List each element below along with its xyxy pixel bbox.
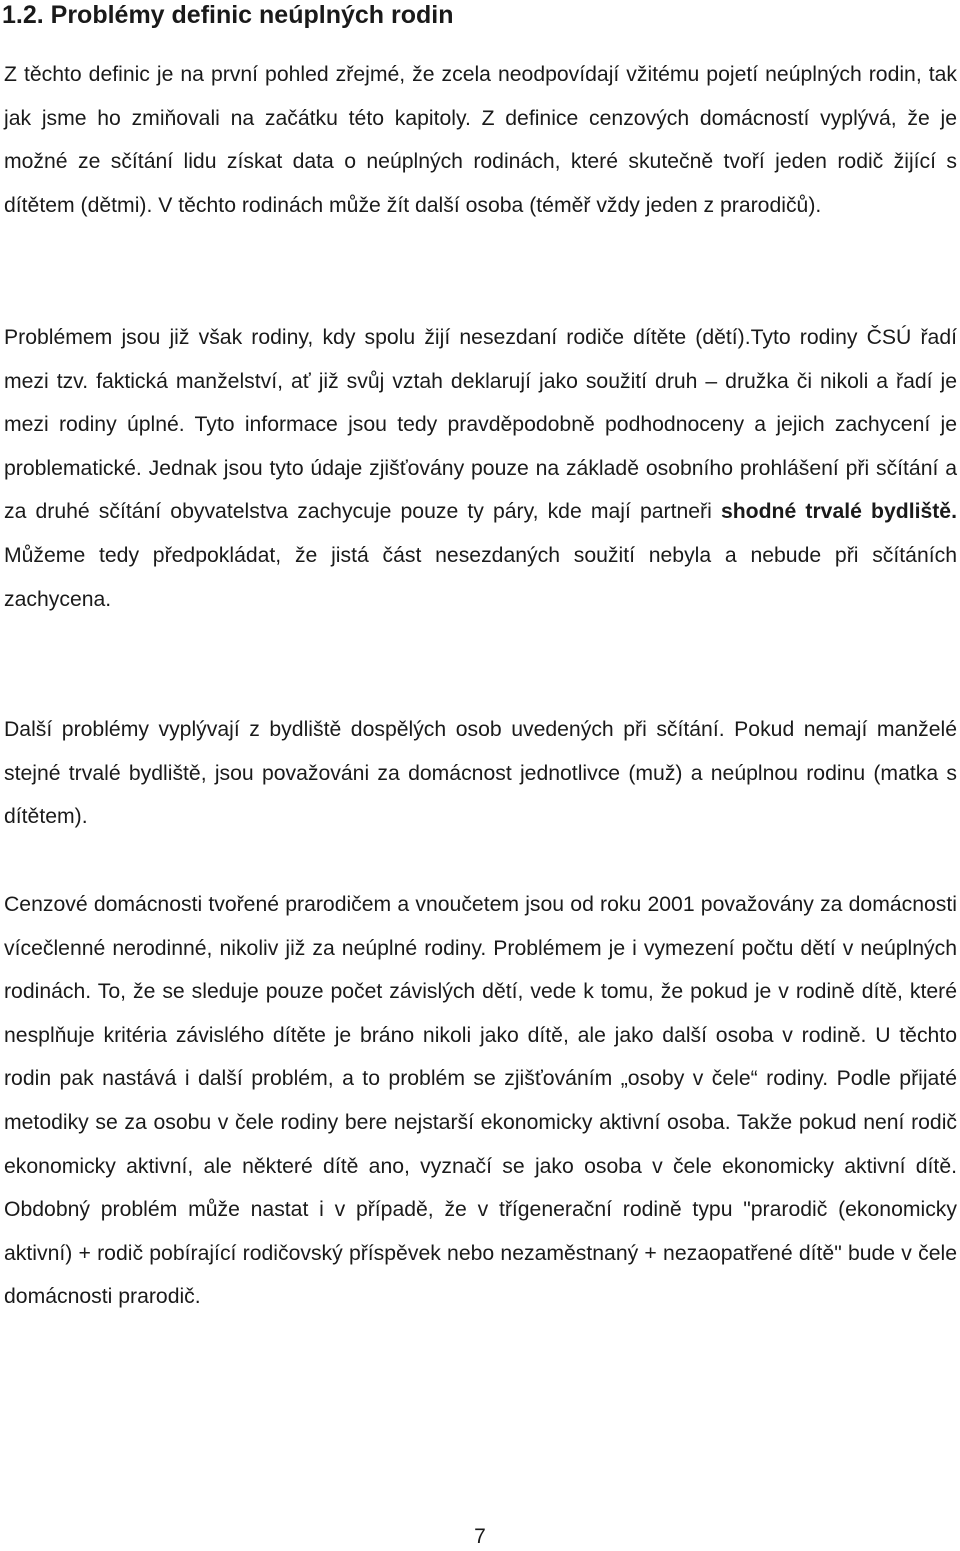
paragraph-unmarried-parents bbox=[4, 316, 957, 621]
paragraph-text: Můžeme tedy předpokládat, že jistá část nesezdaných soužití nebyla a nebude při sčítáních zachycena. bbox=[4, 543, 957, 611]
paragraph-residence: Další problémy vyplývají z bydliště dospělých osob uvedených při sčítání. Pokud nemají manželé stejné trvalé bydliště, jsou považováni za domácnost jednotlivce (muž) a neúplnou rodinu (matka s dítětem). bbox=[4, 718, 957, 829]
paragraph-definitions: Z těchto definic je na první pohled zřejmé, že zcela neodpovídají vžitému pojetí neúplných rodin, tak jak jsme ho zmiňovali na začátku této kapitoly. Z definice cenzových domácností vyplývá, že je možné ze sčítání lidu získat data o neúplných rodinách, které skutečně tvoří jeden rodič žijící s dítětem (dětmi). V těchto rodinách může žít další osoba (téměř vždy jeden z prarodičů). bbox=[4, 63, 957, 217]
section-heading: 1.2. Problémy definic neúplných rodin bbox=[2, 1, 454, 29]
paragraph-grandparents: Cenzové domácnosti tvořené prarodičem a vnoučetem jsou od roku 2001 považovány za domácnosti vícečlenné nerodinné, nikoliv již za neúplné rodiny. Problémem je i vymezení počtu dětí v neúplných rodinách. To, že se sleduje pouze počet závislých dětí, vede k tomu, že pokud je v rodině dítě, které nesplňuje kritéria závislého dítěte je bráno nikoli jako dítě, ale jako další osoba v rodině. U těchto rodin pak nastává i další problém, a to problém se zjišťováním „osoby v čele“ rodiny. Podle přijaté metodiky se za osobu v čele rodiny bere nejstarší ekonomicky aktivní osoba. Takže pokud není rodič ekonomicky aktivní, ale některé dítě ano, vyznačí se jako osoba v čele ekonomicky aktivní dítě. Obdobný problém může nastat i v případě, že v třígenerační rodině typu "prarodič (ekonomicky aktivní) + rodič pobírající rodičovský příspěvek nebo nezaměstnaný + nezaopatřené dítě" bude v čele domácnosti prarodič. bbox=[4, 893, 957, 1309]
emphasized-text: shodné trvalé bydliště. bbox=[720, 500, 957, 524]
page-number: 7 bbox=[474, 1525, 486, 1548]
paragraph-text: Problémem jsou již však rodiny, kdy spolu žijí nesezdaní rodiče dítěte (dětí).Tyto rodiny ČSÚ řadí mezi tzv. faktická manželství, ať již svůj vztah deklarují jako soužití druh – družka či nikoli a řadí je mezi rodiny úplné. Tyto informace jsou tedy pravděpodobně podhodnoceny a jejich zachycení je problematické. Jednak jsou tyto údaje zjišťovány pouze na základě osobního prohlášení při sčítání a za druhé sčítání obyvatelstva zachycuje pouze ty páry, kde mají partneři bbox=[4, 326, 957, 524]
